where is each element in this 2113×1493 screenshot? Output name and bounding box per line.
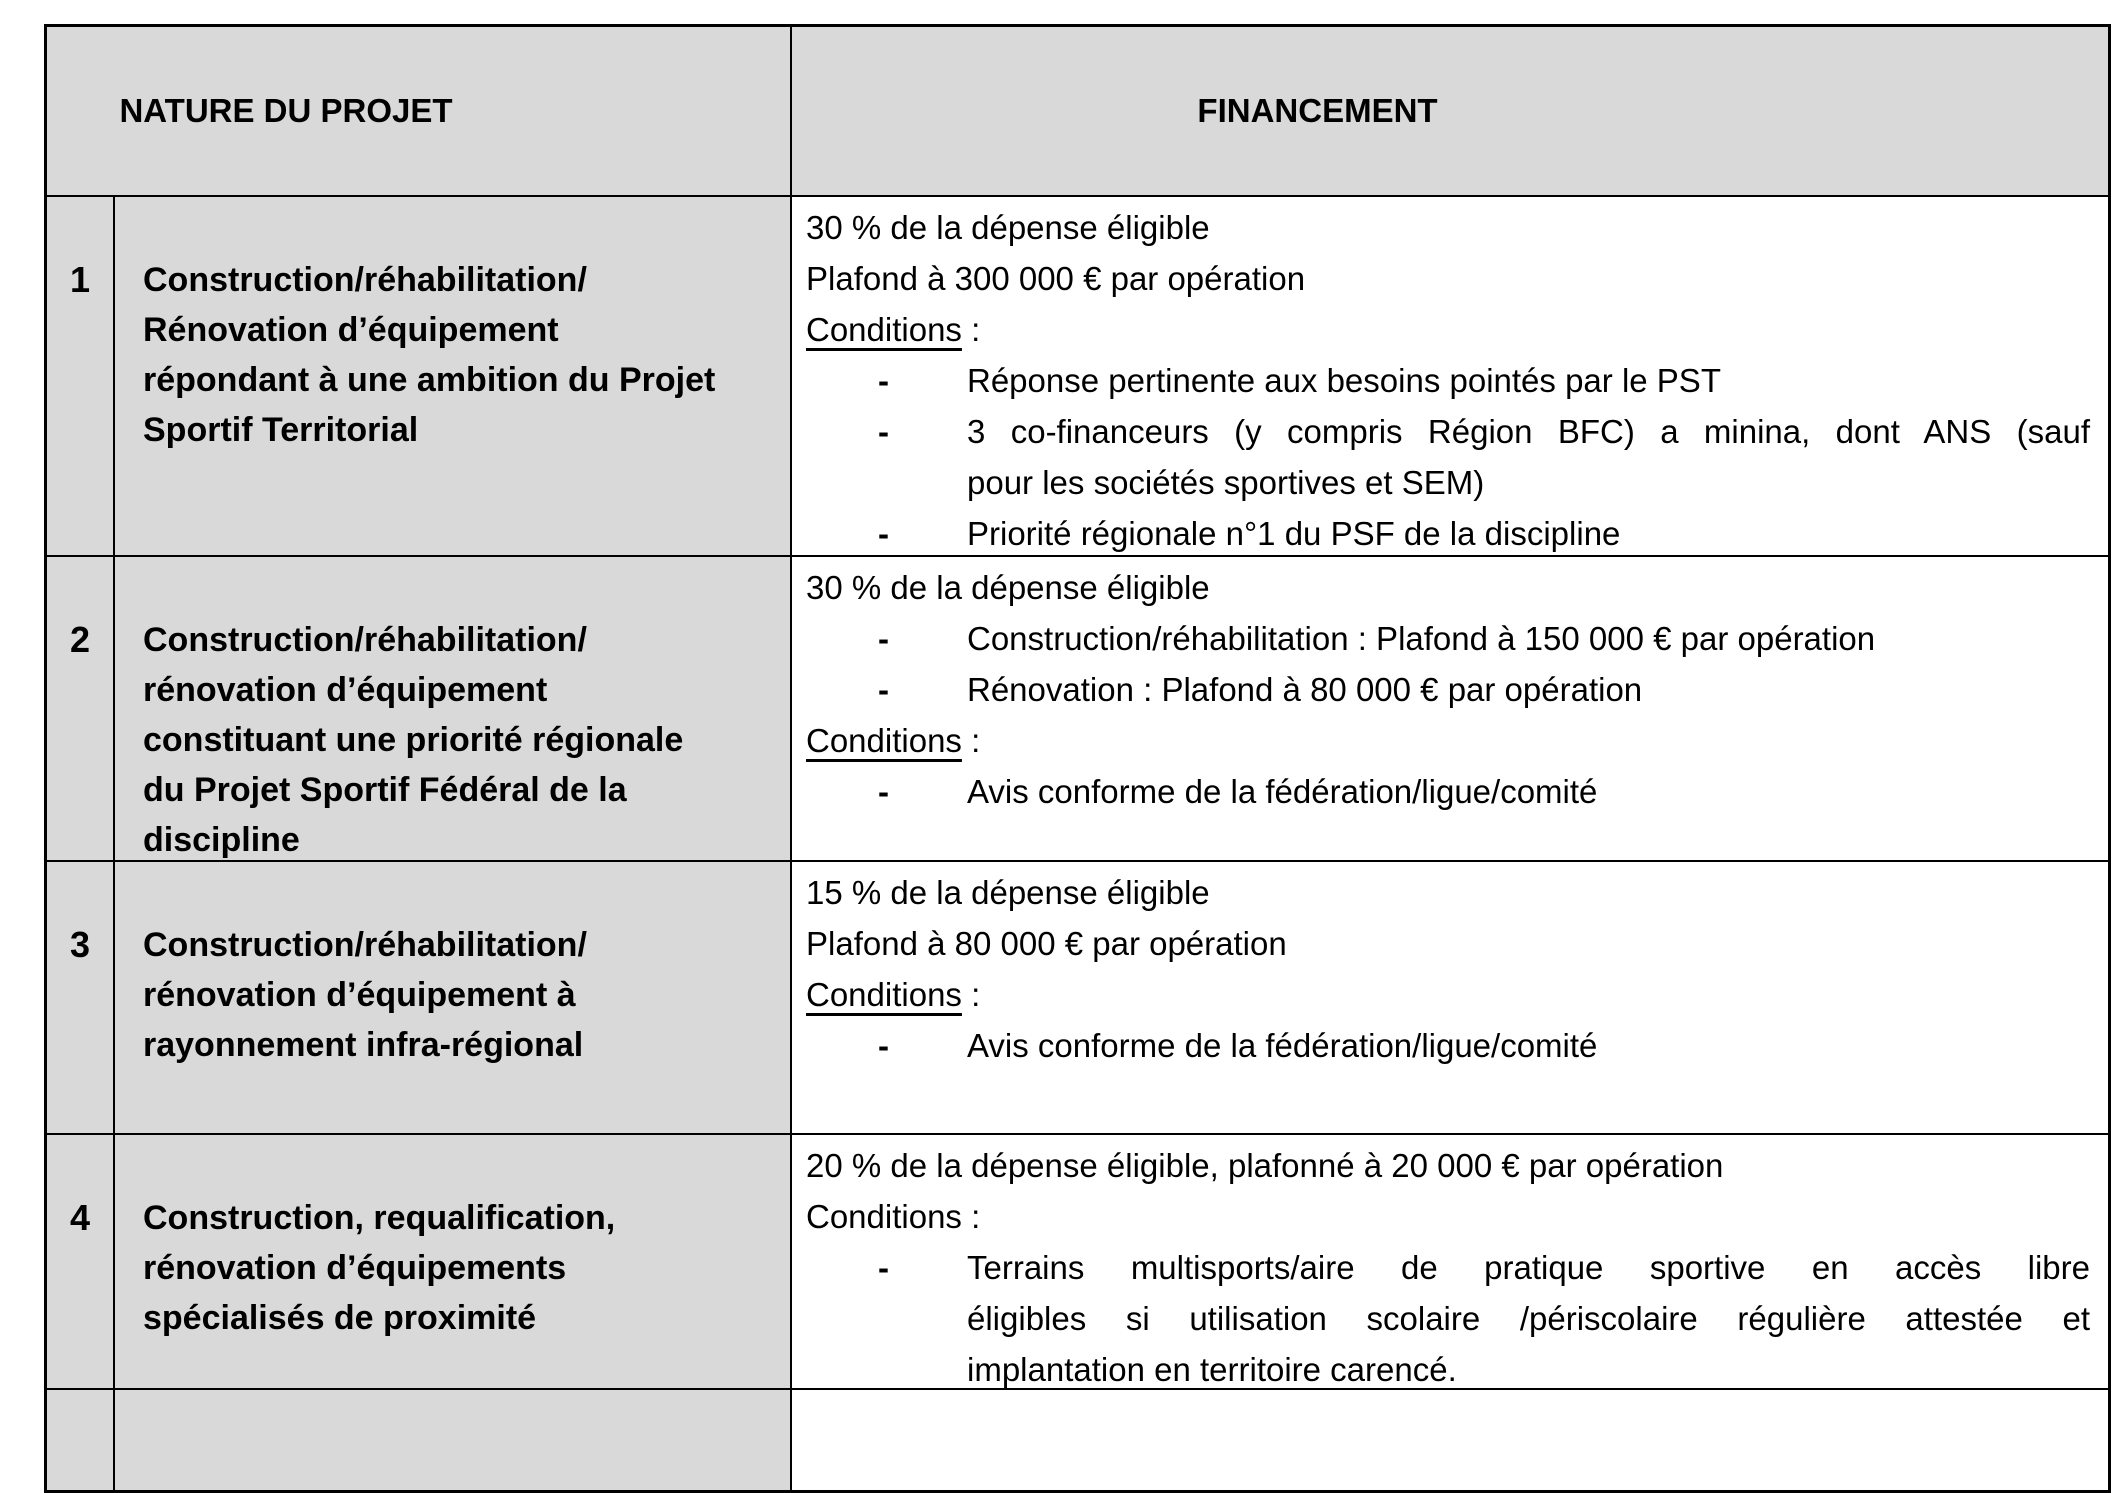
dash-bullet: - xyxy=(878,620,889,657)
dash-bullet: - xyxy=(878,515,889,552)
nature-line: répondant à une ambition du Projet xyxy=(143,361,716,399)
conditions-colon: : xyxy=(961,1198,981,1235)
nature-text xyxy=(143,255,770,455)
financement-line: 30 % de la dépense éligible xyxy=(806,209,1210,246)
bullet-text xyxy=(967,664,2090,715)
financement-cell xyxy=(792,862,2108,1133)
bullet-line: Avis conforme de la fédération/ligue/comité xyxy=(967,1027,1598,1064)
conditions-line xyxy=(806,304,2090,355)
nature-line: rénovation d’équipement à xyxy=(143,976,576,1014)
conditions-label: Conditions xyxy=(806,722,962,759)
nature-line: constituant une priorité régionale xyxy=(143,721,684,759)
bullet-line: implantation en territoire carencé. xyxy=(967,1351,1457,1388)
financement-cell xyxy=(792,197,2108,555)
bullet-text xyxy=(967,1242,2090,1388)
conditions-colon: : xyxy=(961,311,981,348)
nature-line: Rénovation d’équipement xyxy=(143,311,559,349)
nature-line: discipline xyxy=(143,821,300,859)
row-number: 3 xyxy=(47,862,115,1133)
bullet-line: Terrains multisports/aire de pratique sportive en accès libre xyxy=(967,1249,2090,1286)
nature-line: rénovation d’équipements xyxy=(143,1249,567,1287)
conditions-label: Conditions xyxy=(806,311,962,348)
conditions-line xyxy=(806,1191,2090,1242)
nature-text xyxy=(143,1193,770,1343)
bullet-line: Réponse pertinente aux besoins pointés par le PST xyxy=(967,362,1721,399)
bullet-text xyxy=(967,406,2090,508)
financement-line: Plafond à 300 000 € par opération xyxy=(806,260,1306,297)
header-cell-financement xyxy=(792,27,2108,195)
bullet-item xyxy=(806,1242,2090,1388)
bullet-item xyxy=(806,766,2090,817)
nature-text xyxy=(143,920,770,1070)
header-label-nature: NATURE DU PROJET xyxy=(119,92,453,129)
nature-text xyxy=(143,615,770,860)
row-number xyxy=(47,1390,115,1490)
bullet-line: Avis conforme de la fédération/ligue/comité xyxy=(967,773,1598,810)
nature-line: Construction, requalification, xyxy=(143,1199,616,1237)
financement-line: 15 % de la dépense éligible xyxy=(806,874,1210,911)
bullet-item xyxy=(806,508,2090,555)
dash-bullet: - xyxy=(878,773,889,810)
dash-bullet: - xyxy=(878,362,889,399)
bullet-line: 3 co-financeurs (y compris Région BFC) a minina, dont ANS (sauf xyxy=(967,413,2090,450)
table-header-row xyxy=(47,27,2108,197)
nature-line: du Projet Sportif Fédéral de la xyxy=(143,771,627,809)
bullet-text xyxy=(967,766,2090,817)
conditions-colon: : xyxy=(961,976,981,1013)
bullet-line: Rénovation : Plafond à 80 000 € par opération xyxy=(967,671,1643,708)
conditions-label: Conditions xyxy=(806,1198,962,1235)
nature-line: Construction/réhabilitation/ xyxy=(143,621,587,659)
bullet-line: éligibles si utilisation scolaire /périscolaire régulière attestée et xyxy=(967,1300,2090,1337)
bullet-text xyxy=(967,613,2090,664)
nature-line: rayonnement infra-régional xyxy=(143,1026,584,1064)
dash-bullet: - xyxy=(878,1027,889,1064)
row-number: 1 xyxy=(47,197,115,555)
dash-bullet: - xyxy=(878,1249,889,1286)
nature-cell xyxy=(115,1390,792,1490)
financement-line: 30 % de la dépense éligible xyxy=(806,569,1210,606)
financement-line: Plafond à 80 000 € par opération xyxy=(806,925,1287,962)
nature-line: Construction/réhabilitation/ xyxy=(143,926,587,964)
conditions-label: Conditions xyxy=(806,976,962,1013)
financement-cell xyxy=(792,557,2108,860)
conditions-line xyxy=(806,715,2090,766)
conditions-colon: : xyxy=(961,722,981,759)
conditions-line xyxy=(806,969,2090,1020)
nature-line: Sportif Territorial xyxy=(143,411,419,449)
bullet-line: pour les sociétés sportives et SEM) xyxy=(967,464,1485,501)
nature-line: spécialisés de proximité xyxy=(143,1299,537,1337)
nature-cell xyxy=(115,557,792,860)
header-label-financement: FINANCEMENT xyxy=(1197,92,1438,129)
financement-cell xyxy=(792,1135,2108,1388)
table-row xyxy=(47,1135,2108,1390)
nature-line: Construction/réhabilitation/ xyxy=(143,261,587,299)
nature-line: rénovation d’équipement xyxy=(143,671,548,709)
table-row xyxy=(47,557,2108,862)
nature-cell xyxy=(115,197,792,555)
row-number: 4 xyxy=(47,1135,115,1388)
dash-bullet: - xyxy=(878,413,889,450)
row-number: 2 xyxy=(47,557,115,860)
bullet-text xyxy=(967,1020,2090,1071)
nature-cell xyxy=(115,1135,792,1388)
table-body xyxy=(47,197,2108,1390)
dash-bullet: - xyxy=(878,671,889,708)
table-row-partial xyxy=(47,1390,2108,1490)
financement-cell xyxy=(792,1390,2108,1490)
bullet-item xyxy=(806,1020,2090,1071)
table-row xyxy=(47,197,2108,557)
bullet-text xyxy=(967,508,2090,555)
bullet-text xyxy=(967,355,2090,406)
bullet-line: Priorité régionale n°1 du PSF de la discipline xyxy=(967,515,1621,552)
bullet-item xyxy=(806,355,2090,406)
bullet-item xyxy=(806,664,2090,715)
table-row xyxy=(47,862,2108,1135)
financing-table xyxy=(44,24,2111,1493)
nature-cell xyxy=(115,862,792,1133)
bullet-item xyxy=(806,613,2090,664)
header-cell-nature xyxy=(47,27,792,195)
financement-line: 20 % de la dépense éligible, plafonné à 20 000 € par opération xyxy=(806,1147,1724,1184)
bullet-item xyxy=(806,406,2090,508)
bullet-line: Construction/réhabilitation : Plafond à 150 000 € par opération xyxy=(967,620,1876,657)
